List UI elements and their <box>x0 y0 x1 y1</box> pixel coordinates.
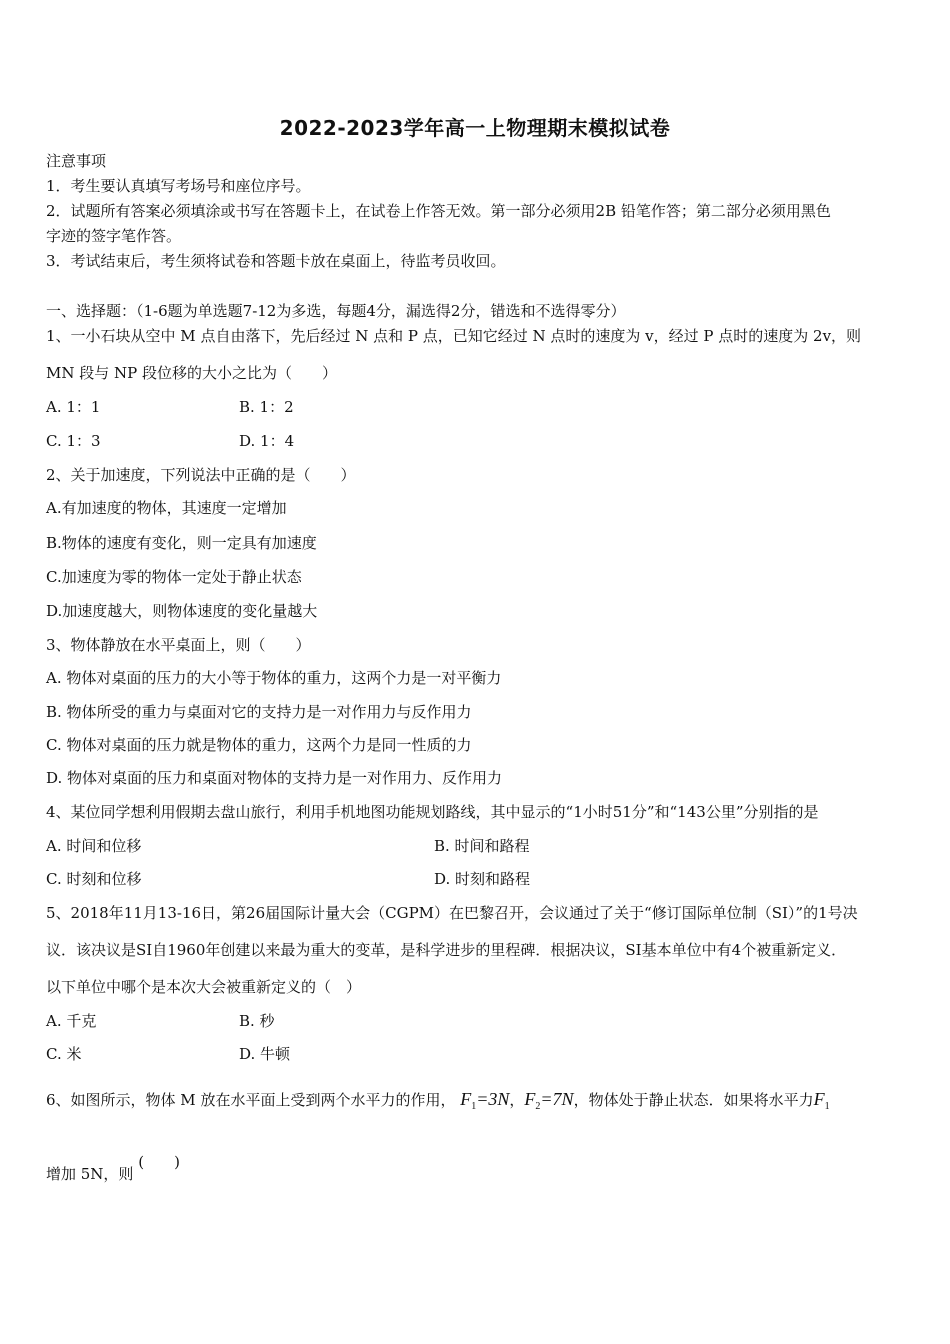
q5-stem-line1: 5、2018年11月13-16日，第26届国际计量大会（CGPM）在巴黎召开，会议通过了关于“修订国际单位制（SI）”的1号决 <box>46 904 858 922</box>
q6-f1b-symbol: F <box>813 1089 825 1109</box>
q6-f2-value: =7N <box>540 1089 574 1109</box>
q4-option-c: C. 时刻和位移 <box>46 870 142 888</box>
page-title: 2022-2023学年高一上物理期末模拟试卷 <box>279 116 671 140</box>
notice-item-2: 2．试题所有答案必须填涂或书写在答题卡上，在试卷上作答无效。第一部分必须用2B 铅笔作答；第二部分必须用黑色 <box>46 202 831 220</box>
q2-option-c: C.加速度为零的物体一定处于静止状态 <box>46 568 302 586</box>
q3-option-d: D. 物体对桌面的压力和桌面对物体的支持力是一对作用力、反作用力 <box>46 769 503 787</box>
q6-text-1: 6、如图所示，物体 M 放在水平面上受到两个水平力的作用， <box>46 1091 456 1109</box>
notice-item-2-cont: 字迹的签字笔作答。 <box>46 227 182 245</box>
q6-text-2: ，物体处于静止状态．如果将水平力 <box>573 1091 814 1109</box>
q5-stem-line3: 以下单位中哪个是本次大会被重新定义的（ ） <box>46 978 362 996</box>
q4-option-d: D. 时刻和路程 <box>434 870 531 888</box>
q6-f1b-formula <box>813 1089 830 1112</box>
q1-option-b: B. 1：2 <box>239 398 294 416</box>
q6-f1b-subscript: 1 <box>824 1101 830 1112</box>
q2-stem: 2、关于加速度，下列说法中正确的是（ ） <box>46 466 356 484</box>
q3-option-b: B. 物体所受的重力与桌面对它的支持力是一对作用力与反作用力 <box>46 703 472 721</box>
q1-option-a: A. 1：1 <box>46 398 101 416</box>
q1-option-d: D. 1：4 <box>239 432 295 450</box>
q3-stem: 3、物体静放在水平桌面上，则（ ） <box>46 636 311 654</box>
q4-option-b: B. 时间和路程 <box>434 837 530 855</box>
q1-stem-line2: MN 段与 NP 段位移的大小之比为（ ） <box>46 364 338 382</box>
q5-option-a: A. 千克 <box>46 1012 97 1030</box>
q6-f2-subscript: 2 <box>535 1101 541 1112</box>
q2-option-d: D.加速度越大，则物体速度的变化量越大 <box>46 602 318 620</box>
q3-option-a: A. 物体对桌面的压力的大小等于物体的重力，这两个力是一对平衡力 <box>46 669 502 687</box>
q5-option-c: C. 米 <box>46 1045 82 1063</box>
q6-text-3: 增加 5N，则 <box>46 1165 134 1183</box>
q4-stem: 4、某位同学想利用假期去盘山旅行，利用手机地图功能规划路线，其中显示的“1小时51分”和“143公里”分别指的是 <box>46 803 819 821</box>
q1-option-c: C. 1：3 <box>46 432 101 450</box>
q6-stem-line2 <box>46 1153 180 1185</box>
q2-option-a: A.有加速度的物体，其速度一定增加 <box>46 499 287 517</box>
q6-f1-symbol: F <box>460 1089 472 1109</box>
q6-f1-value: =3N <box>476 1089 510 1109</box>
q6-f1-formula <box>460 1089 510 1112</box>
q6-f2-symbol: F <box>524 1089 536 1109</box>
notice-item-3: 3．考试结束后，考生须将试卷和答题卡放在桌面上，待监考员收回。 <box>46 252 506 270</box>
q5-option-b: B. 秒 <box>239 1012 275 1030</box>
q5-stem-line2: 议．该决议是SI自1960年创建以来最为重大的变革，是科学进步的里程碑．根据决议，SI基本单位中有4个被重新定义． <box>46 941 847 959</box>
q3-option-c: C. 物体对桌面的压力就是物体的重力，这两个力是同一性质的力 <box>46 736 472 754</box>
q5-option-d: D. 牛顿 <box>239 1045 291 1063</box>
q6-f2-formula <box>524 1089 574 1112</box>
q4-option-a: A. 时间和位移 <box>46 837 142 855</box>
notice-item-1: 1．考生要认真填写考场号和座位序号。 <box>46 177 311 195</box>
notice-heading: 注意事项 <box>46 152 107 170</box>
q1-stem-line1: 1、一小石块从空中 M 点自由落下，先后经过 N 点和 P 点，已知它经过 N 点时的速度为 v，经过 P 点时的速度为 2v，则 <box>46 327 862 345</box>
q6-comma: ， <box>509 1091 525 1109</box>
section-header: 一、选择题：（1-6题为单选题7-12为多选，每题4分，漏选得2分，错选和不选得零分） <box>46 302 626 320</box>
q6-f1-subscript: 1 <box>471 1101 477 1112</box>
q2-option-b: B.物体的速度有变化，则一定具有加速度 <box>46 534 317 552</box>
q6-stem-line1 <box>46 1088 830 1118</box>
q6-answer-paren: ( ) <box>138 1153 180 1171</box>
